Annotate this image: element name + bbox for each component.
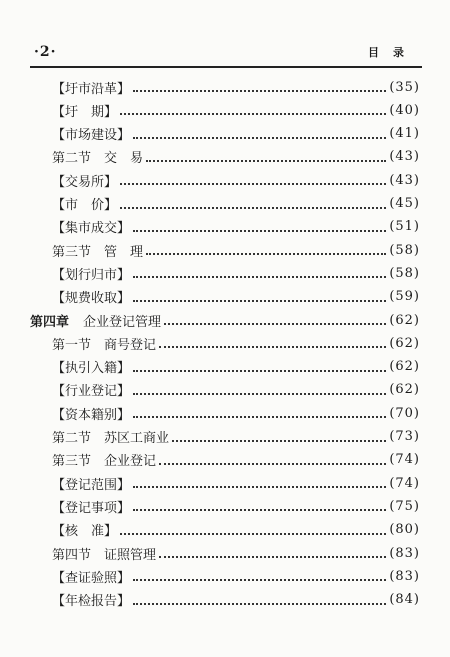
dot-leader [159,554,386,558]
toc-entry-label-text: 【划行归市】 [52,267,131,283]
toc-entry-label-text: 【执引入籍】 [52,361,131,377]
dot-leader [133,601,386,605]
dot-leader [120,111,386,115]
toc-entry-section [52,449,420,471]
chapter-title: 企业登记管理 [83,314,162,330]
toc-entry-topic [52,193,420,215]
toc-entry-topic [52,169,420,191]
toc-entry-label [52,357,130,376]
toc-entry-topic [52,76,420,98]
toc-entry-page: (58) [389,242,420,258]
toc-entry-label [52,404,130,423]
dot-leader [120,531,386,535]
toc-entry-label-text: 【圩 期】 [52,104,118,120]
toc-entry-topic [52,99,420,121]
toc-entry-page: (62) [389,335,420,351]
toc-entry-label-text: 【集市成交】 [52,221,131,237]
toc-entry-label [52,450,156,469]
toc-entry-page: (43) [389,172,420,188]
toc-entry-chapter [30,309,420,331]
toc-entry-label [52,194,117,213]
toc-entry-topic [52,472,420,494]
toc-entry-label [52,101,117,120]
toc-entry-label-text: 【登记事项】 [52,500,131,516]
dot-leader [133,88,386,92]
toc-entry-page: (62) [389,312,420,328]
toc-entry-label [52,217,130,236]
toc-entry-page: (73) [389,429,420,444]
toc-entry-label-text: 【查证验照】 [52,570,131,586]
dot-leader [133,298,386,302]
toc-entry-label-text: 【市 价】 [52,198,118,213]
toc-entry-page: (74) [389,475,420,491]
toc-entry-label [52,287,130,306]
toc-entry-page: (43) [389,149,420,165]
toc-entry-label-text: 【圩市沿革】 [52,81,131,97]
toc-entry-page: (62) [389,359,420,375]
toc-entry-label-text: 【资本籍别】 [52,407,131,423]
toc-entry-section [52,542,420,564]
dot-leader [159,461,386,465]
dot-leader [133,135,386,139]
toc-entry-label-text: 【年检报告】 [52,594,131,610]
toc-entry-label [52,264,130,283]
toc-entry-page: (59) [389,289,420,305]
page-number: ·2· [34,44,57,60]
toc-entry-label [52,497,130,516]
toc-entry-label [30,311,161,330]
toc-entry-label-text: 【市场建设】 [52,128,131,144]
toc-entry-topic [52,402,420,424]
toc-entry-label-text: 第四节 证照管理 [52,547,157,563]
toc-entry-label [52,147,143,166]
toc-entry-page: (45) [389,196,420,211]
toc-entry-page: (83) [389,545,420,561]
toc-entry-page: (80) [389,522,420,538]
dot-leader [133,274,386,278]
toc-entry-topic [52,565,420,587]
toc-entry-topic [52,379,420,401]
dot-leader [172,438,386,442]
toc-entry-label-text: 【行业登记】 [52,384,131,400]
toc-entry-label-text: 【核 准】 [52,524,118,540]
toc-entry-page: (75) [389,498,420,514]
toc-entry-label-text: 第一节 商号登记 [52,337,157,353]
toc-entry-section [52,239,420,261]
toc-entry-label [52,334,156,353]
dot-leader [120,181,386,185]
dot-leader [120,205,386,209]
toc-entry-label [52,124,130,143]
toc-entry-page: (62) [389,382,420,398]
dot-leader [159,344,386,348]
header-rule [30,66,422,68]
toc-entry-page: (35) [389,79,420,95]
toc-entry-section [52,426,420,448]
dot-leader [133,391,386,395]
dot-leader [133,507,386,511]
dot-leader [133,228,386,232]
toc-entry-topic [52,519,420,541]
toc-entry-label-text: 【规费收取】 [52,291,131,307]
toc-entry-topic [52,216,420,238]
toc-entry-label [52,567,130,586]
toc-entry-topic [52,356,420,378]
toc-entry-label [52,474,130,493]
dot-leader [133,368,386,372]
toc-entry-label [52,241,143,260]
toc-entry-section [52,146,420,168]
toc-entry-topic [52,123,420,145]
toc-entry-topic [52,495,420,517]
dot-leader [133,577,386,581]
page-header [0,0,450,66]
toc-entry-topic [52,286,420,308]
toc-entry-page: (84) [389,592,420,608]
toc-entry-label [52,590,130,609]
toc-entry-label-text: 第二节 交 易 [52,151,144,167]
toc-entry-label [52,380,130,399]
toc-entry-section [52,332,420,354]
toc-entry-label [52,78,130,97]
dot-leader [146,158,386,162]
toc-entry-label-text: 第三节 企业登记 [52,454,157,470]
toc-entry-label-text: 第三节 管 理 [52,244,144,260]
toc-entry-topic [52,589,420,611]
toc-entry-page: (41) [389,126,420,142]
toc-entry-label [52,171,117,190]
toc-entry-page: (58) [389,265,420,281]
toc-entry-label-text: 【交易所】 [52,174,118,190]
toc-entry-page: (51) [389,219,420,235]
toc-entry-page: (40) [389,102,420,118]
toc-entry-page: (70) [389,405,420,421]
toc-entry-label [52,427,169,446]
toc-entry-label-text: 【登记范围】 [52,477,131,493]
toc-entry-label-text: 第四章 [30,314,70,330]
dot-leader [133,414,386,418]
toc-entry-label [52,544,156,563]
toc-entry-page: (83) [389,568,420,584]
toc-entry-label-text: 第二节 苏区工商业 [52,431,170,446]
toc-entry-label [52,520,117,539]
toc-entry-topic [52,262,420,284]
dot-leader [146,251,386,255]
section-title: 目录 [368,46,418,59]
dot-leader [164,321,386,325]
toc-entry-page: (74) [389,452,420,468]
dot-leader [133,484,386,488]
